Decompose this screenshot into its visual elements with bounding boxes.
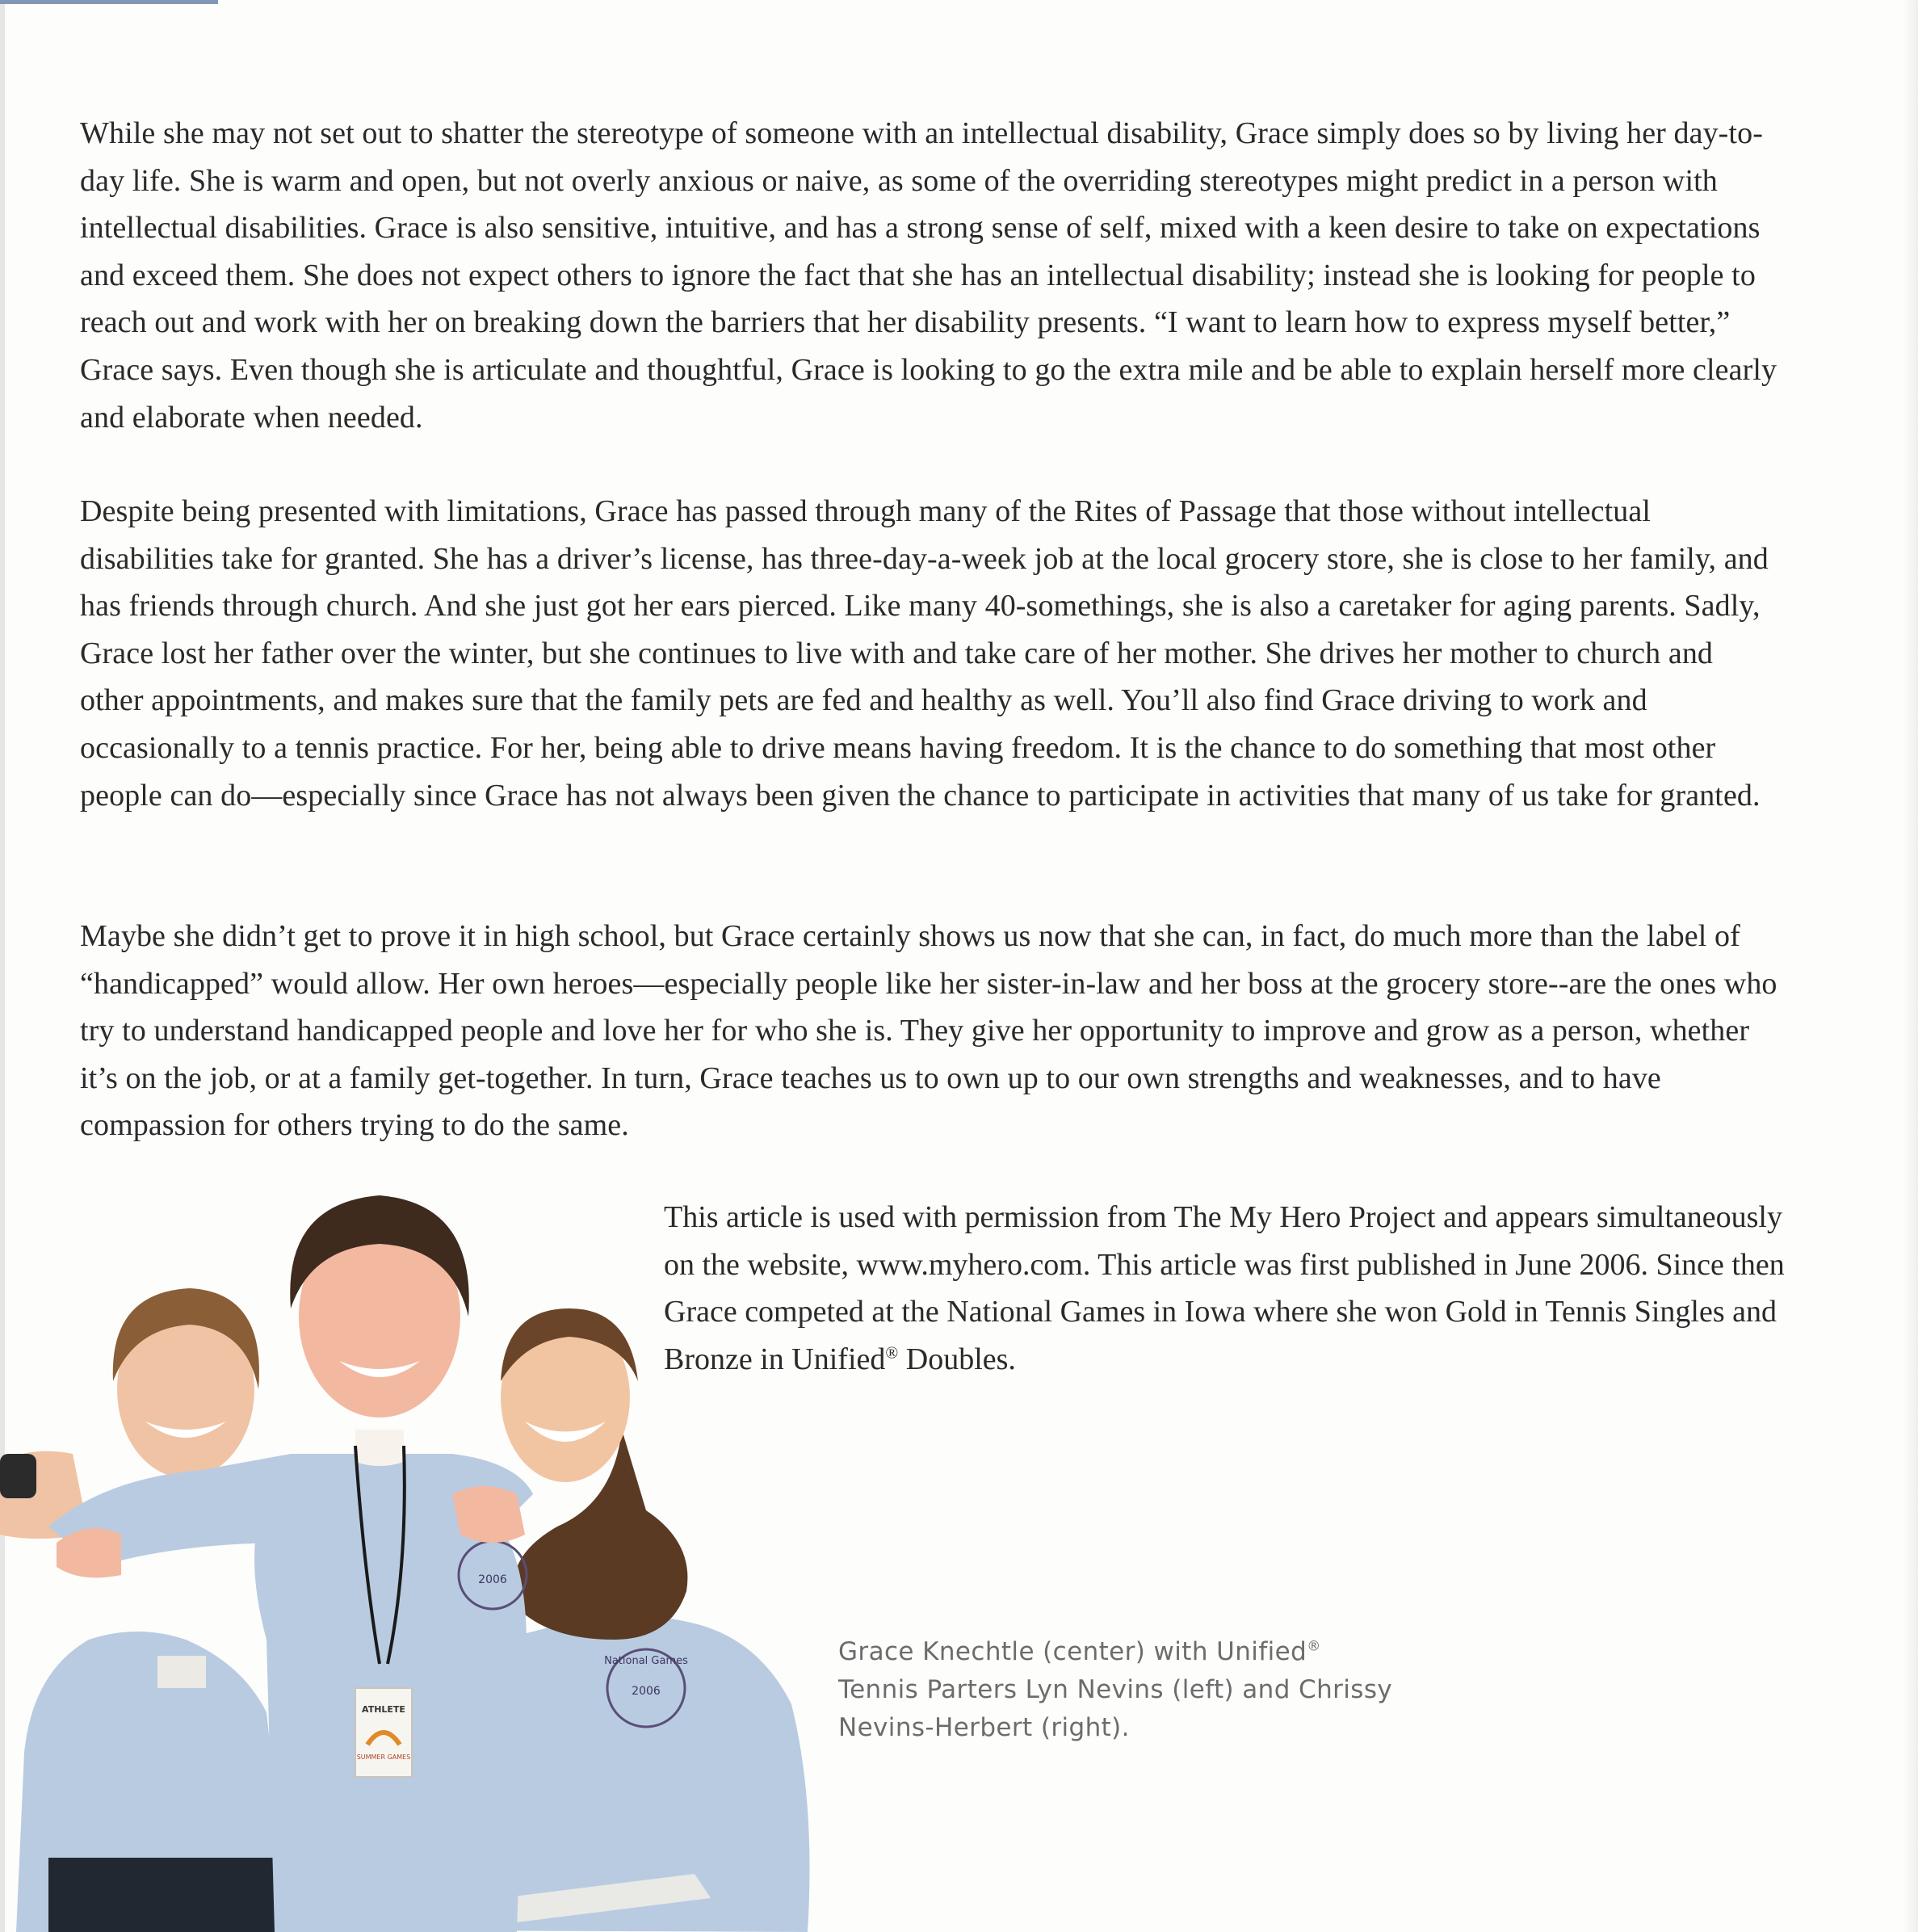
shirt-logo-center-year: 2006 (478, 1573, 507, 1586)
badge-event: SUMMER GAMES (356, 1754, 411, 1761)
credit-text: This article is used with permission from The My Hero Project and appears simultaneously on the website, www.myhero.com. This article was first published in June 2006. Since then Grace competed at the National Games in Iowa where she won Gold in Tennis Singles and Bronze in Unified (664, 1200, 1785, 1376)
page-top-mark (0, 0, 218, 4)
credit-text-end: Doubles. (898, 1342, 1016, 1376)
photo-caption (838, 1633, 1420, 1747)
shirt-logo-right-label: National Games (604, 1655, 688, 1667)
caption-rest: Tennis Parters Lyn Nevins (left) and Chrissy Nevins-Herbert (right). (838, 1675, 1393, 1742)
page-right-edge (1903, 0, 1918, 1932)
article-paragraph-1: While she may not set out to shatter the stereotype of someone with an intellectual disability, Grace simply does so by living her day-to-day life. She is warm and open, but not overly anxious or naive, as some of the overriding stereotypes might predict in a person with intellectual disabilities. Grace is also sensitive, intuitive, and has a strong sense of self, mixed with a keen desire to take on expectations and exceed them. She does not expect others to ignore the fact that she has an intellectual disability; instead she is looking for people to reach out and work with her on breaking down the barriers that her disability presents. “I want to learn how to express myself better,” Grace says. Even though she is articulate and thoughtful, Grace is looking to go the extra mile and be able to explain herself more clearly and elaborate when needed. (80, 116, 1777, 435)
badge-label: ATHLETE (362, 1704, 405, 1715)
permission-credit (664, 1194, 1786, 1383)
caption-line-1: Grace Knechtle (center) with Unified (838, 1637, 1307, 1666)
registered-mark: ® (885, 1342, 899, 1363)
article-paragraph-2: Despite being presented with limitations, Grace has passed through many of the Rites of Passage that those without intellectual disabilities take for granted. She has a driver’s license, has three-day-a-week job at the local grocery store, she is close to her family, and has friends through church. And she just got her ears pierced. Like many 40-somethings, she is also a caretaker for aging parents. Sadly, Grace lost her father over the winter, but she continues to live with and take care of her mother. She drives her mother to church and other appointments, and makes sure that the family pets are fed and healthy as well. You’ll also find Grace driving to work and occasionally to a tennis practice. For her, being able to drive means having freedom. It is the chance to do something that most other people can do—especially since Grace has not always been given the chance to participate in activities that many of us take for granted. (80, 494, 1769, 813)
athlete-badge (355, 1688, 412, 1777)
caption-registered-mark: ® (1307, 1638, 1321, 1655)
shirt-logo-right-year: 2006 (632, 1685, 661, 1698)
article-paragraph-3: Maybe she didn’t get to prove it in high school, but Grace certainly shows us now that she can, in fact, do much more than the label of “handicapped” would allow. Her own heroes—especially people like her sister-in-law and her boss at the grocery store--are the ones who try to understand handicapped people and love her for who she is. They give her opportunity to improve and grow as a person, whether it’s on the job, or at a family get-together. In turn, Grace teaches us to own up to our own strengths and weaknesses, and to have compassion for others trying to do the same. (80, 919, 1777, 1143)
team-photo (0, 1187, 824, 1932)
